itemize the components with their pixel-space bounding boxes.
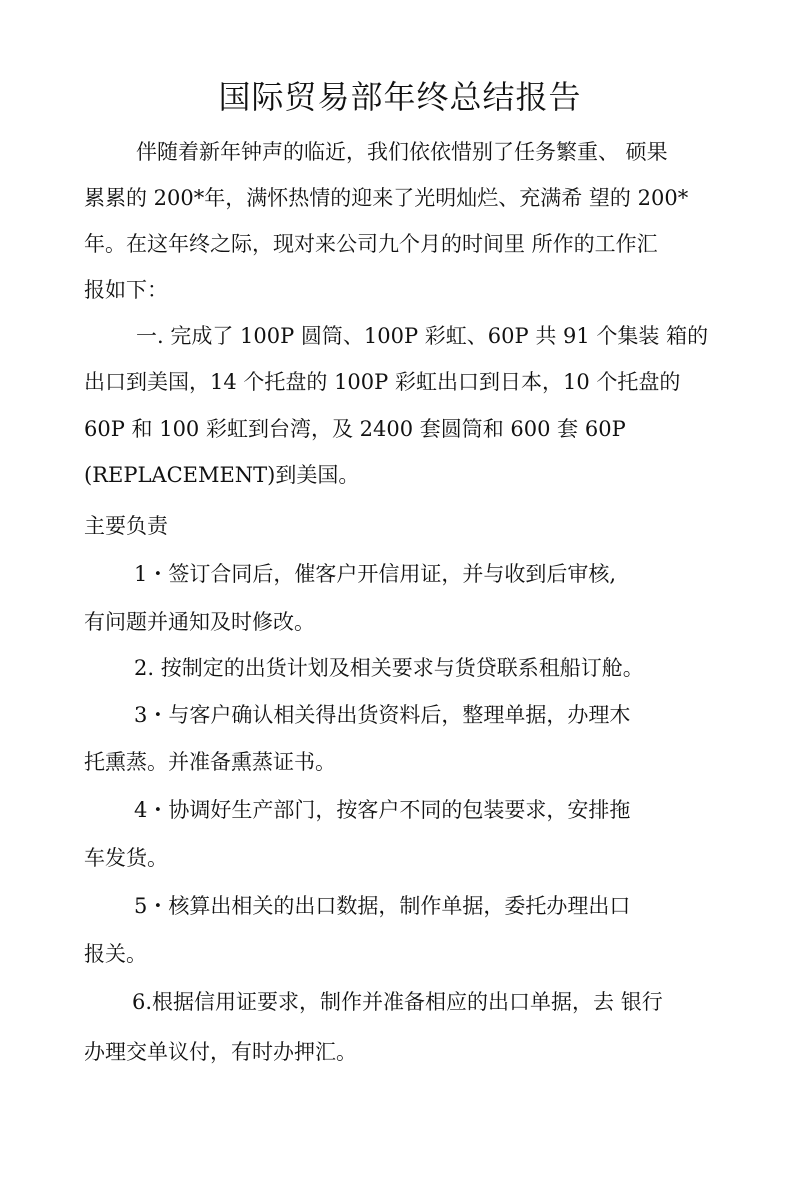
item-1-line-1: 1・签订合同后，催客户开信用证，并与收到后审核,: [134, 562, 617, 586]
item-3-line-1: 3・与客户确认相关得出货资料后，整理单据，办理木: [134, 703, 631, 727]
intro-line-4: 报如下：: [84, 278, 168, 302]
intro-line-1: 伴随着新年钟声的临近，我们依依惜别了任务繁重、 硕果: [136, 140, 668, 164]
responsibilities-heading: 主要负责: [84, 514, 168, 538]
item-5-line-1: 5・核算出相关的出口数据，制作单据，委托办理出口: [134, 894, 631, 918]
document-title: 国际贸易部年终总结报告: [218, 78, 582, 116]
item-3-line-2: 托熏蒸。并准备熏蒸证书。: [84, 750, 336, 774]
item-4-line-2: 车发货。: [84, 846, 168, 870]
item-2-line-1: 2. 按制定的出货计划及相关要求与货贷联系租船订舱。: [134, 656, 644, 680]
section-one-line-4: (REPLACEMENT)到美国。: [84, 463, 360, 487]
intro-line-2: 累累的 200*年，满怀热情的迎来了光明灿烂、充满希 望的 200*: [84, 186, 689, 210]
item-1-line-2: 有问题并通知及时修改。: [84, 610, 315, 634]
section-one-line-3: 60P 和 100 彩虹到台湾，及 2400 套圆筒和 600 套 60P: [84, 417, 626, 441]
item-6-line-1: 6.根据信用证要求，制作并准备相应的出口单据，去 银行: [132, 990, 663, 1014]
item-4-line-1: 4・协调好生产部门，按客户不同的包装要求，安排拖: [134, 798, 631, 822]
intro-line-3: 年。在这年终之际，现对来公司九个月的时间里 所作的工作汇: [84, 232, 658, 256]
item-5-line-2: 报关。: [84, 942, 147, 966]
section-one-line-1: 一. 完成了 100P 圆筒、100P 彩虹、60P 共 91 个集装 箱的: [136, 324, 709, 348]
item-6-line-2: 办理交单议付，有时办押汇。: [84, 1040, 357, 1064]
section-one-line-2: 出口到美国，14 个托盘的 100P 彩虹出口到日本，10 个托盘的: [84, 370, 681, 394]
